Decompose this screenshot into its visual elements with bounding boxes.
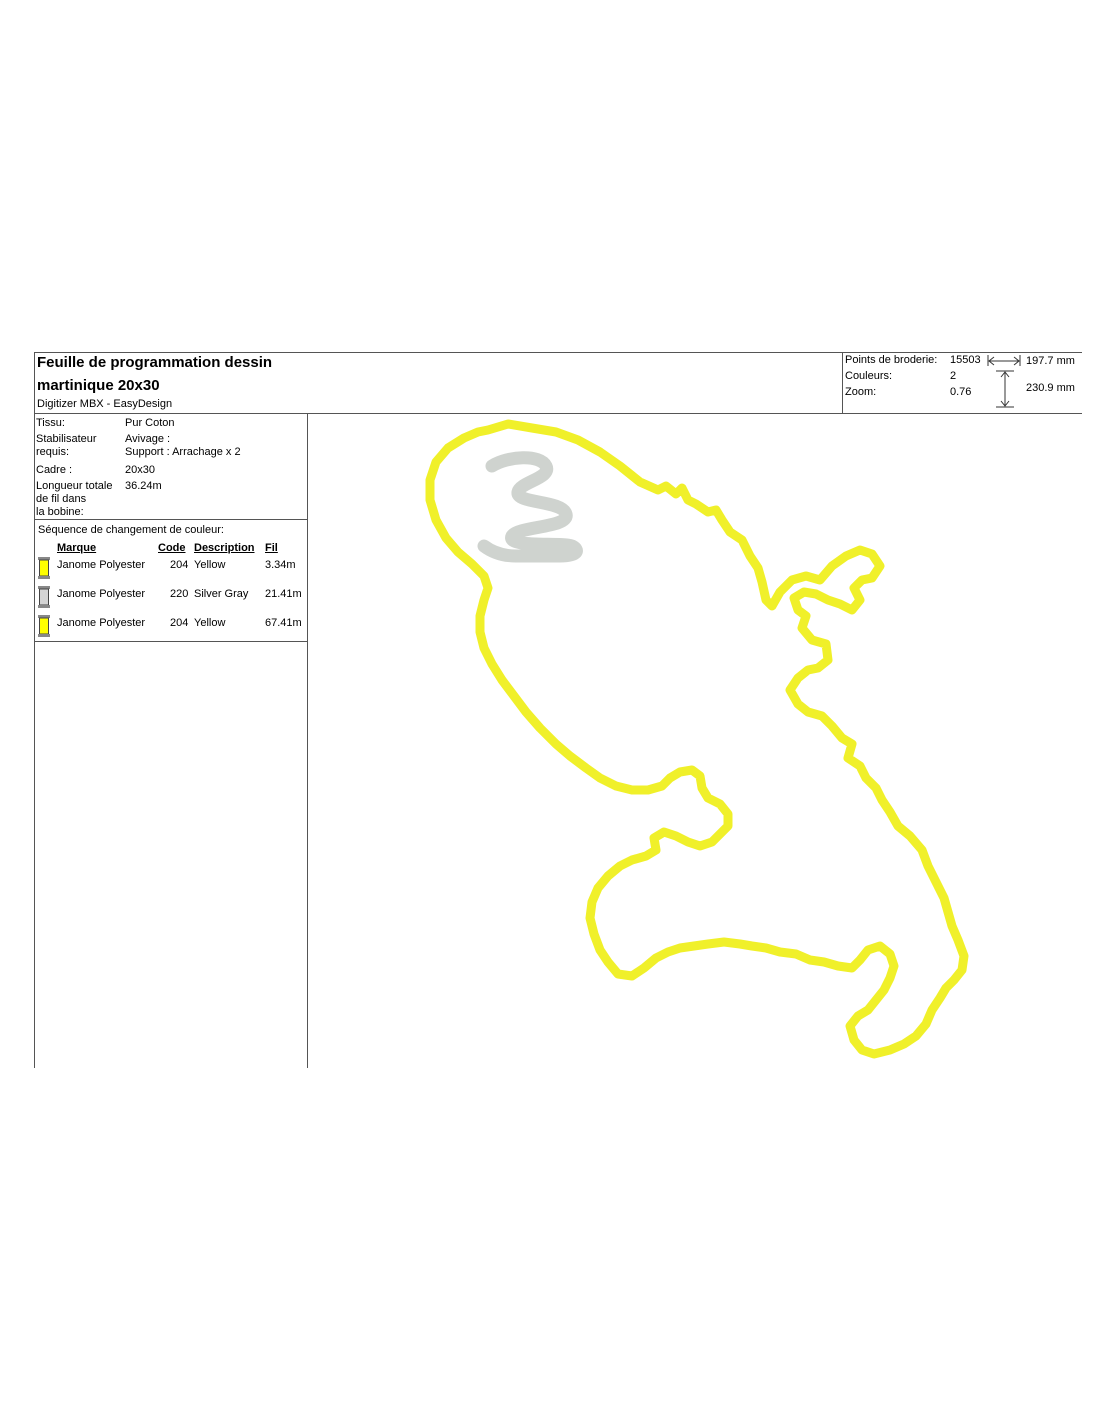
martinique-outline (430, 424, 964, 1054)
row-code: 204 (170, 559, 189, 571)
thread-length-label-3: la bobine: (36, 506, 84, 518)
stitches-value: 15503 (950, 354, 981, 366)
colors-label: Couleurs: (845, 370, 893, 382)
row-brand: Janome Polyester (57, 617, 146, 629)
hoop-label: Cadre : (36, 464, 73, 476)
row-description: Silver Gray (194, 588, 249, 600)
color-sequence-title: Séquence de changement de couleur: (38, 524, 224, 536)
design-width: 197.7 mm (1026, 355, 1075, 367)
row-code: 204 (170, 617, 189, 629)
colors-value: 2 (950, 370, 957, 382)
stabilizer-label-1: Stabilisateur (36, 433, 97, 445)
row-description: Yellow (194, 617, 226, 629)
thread-length-label-2: de fil dans (36, 493, 87, 505)
sheet-title-line-2: martinique 20x30 (37, 377, 160, 394)
row-thread: 3.34m (265, 559, 296, 571)
stabilizer-label-2: requis: (36, 446, 70, 458)
stabilizer-value-2: Support : Arrachage x 2 (125, 446, 241, 458)
row-thread: 67.41m (265, 617, 302, 629)
row-description: Yellow (194, 559, 226, 571)
tissu-value: Pur Coton (125, 417, 175, 429)
zoom-value: 0.76 (950, 386, 972, 398)
thread-length-label-1: Longueur totale (36, 480, 113, 492)
hoop-value: 20x30 (125, 464, 155, 476)
col-header-thread: Fil (265, 542, 278, 554)
row-brand: Janome Polyester (57, 559, 146, 571)
col-header-brand: Marque (57, 542, 97, 554)
sheet-title-line-1: Feuille de programmation dessin (37, 354, 273, 371)
col-header-description: Description (194, 542, 255, 554)
zoom-label: Zoom: (845, 386, 877, 398)
row-code: 220 (170, 588, 189, 600)
stitches-label: Points de broderie: (845, 354, 938, 366)
row-brand: Janome Polyester (57, 588, 146, 600)
stabilizer-value-1: Avivage : (125, 433, 171, 445)
design-height: 230.9 mm (1026, 382, 1075, 394)
thread-length-value: 36.24m (125, 480, 162, 492)
tissu-label: Tissu: (36, 417, 65, 429)
row-thread: 21.41m (265, 588, 302, 600)
col-header-code: Code (158, 542, 186, 554)
serpent-emblem (484, 458, 576, 556)
software-name: Digitizer MBX - EasyDesign (37, 398, 173, 410)
